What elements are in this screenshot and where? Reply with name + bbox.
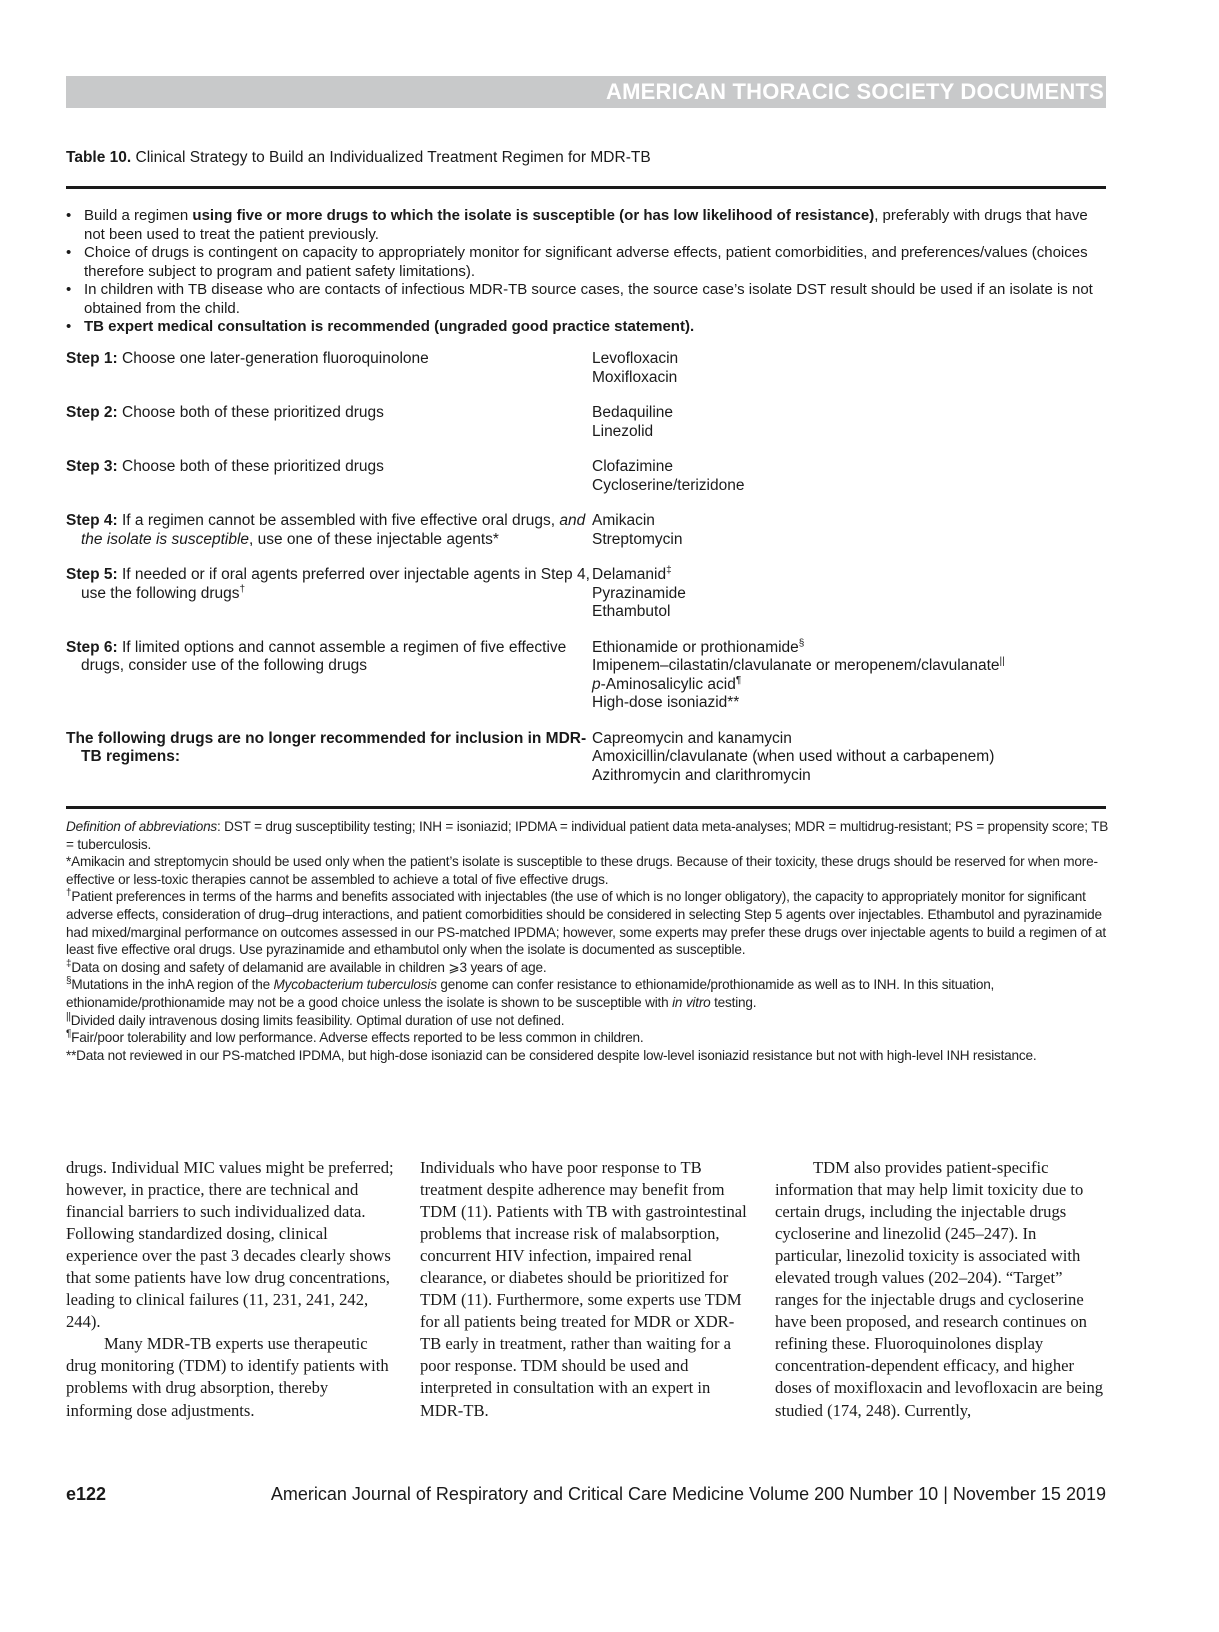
body-column-3 xyxy=(775,1157,1105,1422)
drug-list: Delamanid‡ Pyrazinamide Ethambutol xyxy=(592,564,686,620)
footnote-abbreviations: Definition of abbreviations: DST = drug susceptibility testing; INH = isoniazid; IPDMA = individual patient data meta-analyses; MDR = multidrug-resistant; PS = propensity score; TB = tuberculosis. xyxy=(66,819,1109,852)
table-row-step-4: Step 4: If a regimen cannot be assembled with five effective oral drugs, and the isolate is susceptible, use one of these injectable agents* Amikacin Streptomycin xyxy=(66,512,1111,549)
drug-list: Bedaquiline Linezolid xyxy=(592,404,674,440)
footnote-section: §Mutations in the inhA region of the Mycobacterium tuberculosis genome can confer resistance to ethionamide/prothionamide as well as to INH. In this situation, ethionamide/prothionamide may not be a good choice unless the isolate is shown to be susceptible with in vitro testing. xyxy=(66,975,995,1010)
table-row-not-recommended: The following drugs are no longer recommended for inclusion in MDR-TB regimens: Capreomycin and kanamycin Amoxicillin/clavulanate (when used without a carbapenem) Azithromycin and clarithromycin xyxy=(66,730,1111,786)
table-row-step-1: Step 1: Choose one later-generation fluoroquinolone Levofloxacin Moxifloxacin xyxy=(66,350,1111,387)
table-bottom-rule xyxy=(66,806,1106,809)
page-number: e122 xyxy=(66,1484,107,1504)
paragraph: TDM also provides patient-specific information that may help limit toxicity due to certain drugs, including the injectable drugs cycloserine and linezolid (245–247). In particular, linezolid toxicity is associated with elevated trough values (202–204). “Target” ranges for the injectable drugs and cycloserine have been proposed, and research continues on refining these. Fluoroquinolones display concentration-dependent efficacy, and higher doses of moxifloxacin and levofloxacin are being studied (174, 248). Currently, xyxy=(775,1158,1104,1420)
body-column-2 xyxy=(420,1157,750,1422)
bullet-item: • Build a regimen using five or more drugs to which the isolate is susceptible (or has low likelihood of resistance), preferably with drugs that have not been used to treat the patient previously. xyxy=(66,207,1111,244)
table-row-step-6: Step 6: If limited options and cannot assemble a regimen of five effective drugs, consider use of the following drugs Ethionamide or prothionamide§ Imipenem–cilastatin/clavulanate or meropenem/clavulanate|| p-Aminosalicylic acid¶ High-dose isoniazid** xyxy=(66,639,1111,713)
paragraph: Individuals who have poor response to TB treatment despite adherence may benefit from TDM (11). Patients with TB with gastrointestinal problems that increase risk of malabsorption, concurrent HIV infection, impaired renal clearance, or diabetes should be prioritized for TDM (11). Furthermore, some experts use TDM for all patients being treated for MDR or XDR-TB early in treatment, rather than waiting for a poor response. TDM should be used and interpreted in consultation with an expert in MDR-TB. xyxy=(420,1158,747,1420)
footer-separator: | xyxy=(943,1484,948,1504)
bullet-item: • Choice of drugs is contingent on capacity to appropriately monitor for significant adverse effects, patient comorbidities, and preferences/values (choices therefore subject to program and patient safety limitations). xyxy=(66,244,1111,281)
footnote-dagger: †Patient preferences in terms of the harms and benefits associated with injectables (the use of which is no longer obligatory), the capacity to appropriately monitor for significant adverse effects, consideration of drug–drug interactions, and patient comorbidities should be considered in selecting Step 5 agents over injectables. Ethambutol and pyrazinamide had mixed/marginal performance on outcomes assessed in our PS-matched IPDMA; however, some experts may prefer these drugs over injectable agents to build a regimen of at least five effective oral drugs. Use pyrazinamide and ethambutol only when the isolate is documented as susceptible. xyxy=(66,887,1106,958)
table-row-step-5: Step 5: If needed or if oral agents preferred over injectable agents in Step 4, use the following drugs† Delamanid‡ Pyrazinamide Ethambutol xyxy=(66,566,1111,622)
paragraph: drugs. Individual MIC values might be preferred; however, in practice, there are technical and financial barriers to such individualized data. Following standardized dosing, clinical experience over the past 3 decades clearly shows that some patients have low drug concentrations, leading to clinical failures (11, 231, 241, 242, 244). xyxy=(66,1158,394,1332)
table-footnotes xyxy=(66,818,1111,1064)
footnote-double-dagger: ‡Data on dosing and safety of delamanid are available in children ⩾3 years of age. xyxy=(66,958,547,975)
journal-citation: American Journal of Respiratory and Critical Care Medicine Volume 200 Number 10 | November 15 2019 xyxy=(270,1484,1106,1504)
table-bullet-list xyxy=(66,207,1111,337)
table-row-step-3: Step 3: Choose both of these prioritized drugs Clofazimine Cycloserine/terizidone xyxy=(66,458,1111,495)
table-row-step-2: Step 2: Choose both of these prioritized drugs Bedaquiline Linezolid xyxy=(66,404,1111,441)
body-column-1 xyxy=(66,1157,396,1422)
running-header-text: AMERICAN THORACIC SOCIETY DOCUMENTS xyxy=(606,79,1104,104)
drug-list: Ethionamide or prothionamide§ Imipenem–cilastatin/clavulanate or meropenem/clavulanate|| p-Aminosalicylic acid¶ High-dose isoniazid** xyxy=(592,637,1005,711)
footnote-double-star: **Data not reviewed in our PS-matched IPDMA, but high-dose isoniazid can be considered despite low-level isoniazid resistance but not with high-level INH resistance. xyxy=(66,1047,1037,1063)
table-steps xyxy=(66,350,1111,785)
paragraph: Many MDR-TB experts use therapeutic drug monitoring (TDM) to identify patients with problems with drug absorption, thereby informing dose adjustments. xyxy=(66,1334,389,1420)
footnote-star: *Amikacin and streptomycin should be used only when the patient’s isolate is susceptible to these drugs. Because of their toxicity, these drugs should be reserved for when more-effective or less-toxic therapies cannot be assembled to achieve a total of five effective drugs. xyxy=(66,854,1098,887)
drug-list: Clofazimine Cycloserine/terizidone xyxy=(592,458,745,494)
table-caption xyxy=(66,149,651,167)
table-label: Table 10. xyxy=(66,149,132,166)
drug-list: Capreomycin and kanamycin Amoxicillin/clavulanate (when used without a carbapenem) Azithromycin and clarithromycin xyxy=(592,729,995,784)
footnote-parallel: ||Divided daily intravenous dosing limits feasibility. Optimal duration of use not defined. xyxy=(66,1011,565,1028)
bullet-item: • TB expert medical consultation is recommended (ungraded good practice statement). xyxy=(66,318,1111,337)
table-top-rule xyxy=(66,186,1106,189)
drug-list: Levofloxacin Moxifloxacin xyxy=(592,350,679,386)
footnote-pilcrow: ¶Fair/poor tolerability and low performance. Adverse effects reported to be less common in children. xyxy=(66,1028,644,1046)
running-header-band xyxy=(66,76,1106,108)
drug-list: Amikacin Streptomycin xyxy=(592,512,683,548)
bullet-item: • In children with TB disease who are contacts of infectious MDR-TB source cases, the source case’s isolate DST result should be used if an isolate is not obtained from the child. xyxy=(66,281,1111,318)
table-title: Clinical Strategy to Build an Individualized Treatment Regimen for MDR-TB xyxy=(135,149,651,166)
